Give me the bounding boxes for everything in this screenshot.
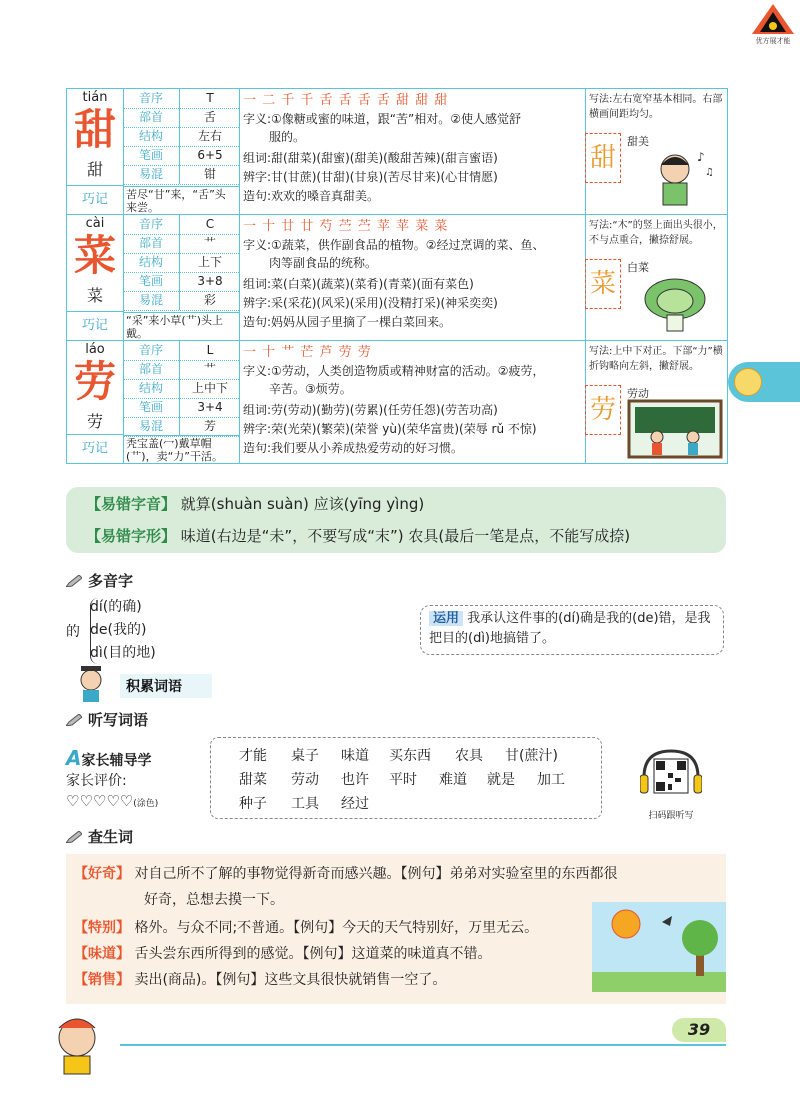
dictation-word: 买东西 (389, 748, 431, 764)
writing-tip: 写法:“木”的竖上面出头很小，不与点重合，撇捺舒展。 (589, 220, 723, 246)
dictation-section-title: 听写词语 (66, 709, 148, 730)
attr-row: 部首 舌 (123, 108, 239, 128)
common-errors-box (66, 487, 726, 553)
qiaoji-label: 巧记 (67, 311, 123, 340)
svg-text:♫: ♫ (705, 167, 714, 178)
pencil-icon (66, 831, 82, 843)
dictation-word: 难道 (439, 772, 467, 788)
sunny-sky-illustration (592, 902, 726, 992)
polyphone-list (90, 596, 156, 665)
dictation-word: 味道 (341, 748, 369, 764)
word-group: 组词:菜(白菜)(蔬菜)(菜肴)(青菜)(面有菜色) (243, 277, 474, 291)
dictation-word: 农具 (455, 748, 483, 764)
error-pronunciation-label: 【易错字音】 (86, 495, 177, 513)
attr-row: 音序 C (123, 215, 239, 235)
word-group: 组词:甜(甜菜)(甜蜜)(甜美)(酸甜苦辣)(甜言蜜语) (243, 151, 498, 165)
pic-label: 白菜 (627, 261, 649, 274)
dictation-word: 也许 (341, 772, 369, 788)
parent-eval-hearts[interactable]: ♡♡♡♡♡(涂色) (66, 792, 159, 810)
attr-row: 音序 L (123, 341, 239, 361)
char-big: 劳 (73, 357, 116, 406)
char-small: 菜 (86, 286, 103, 305)
pic-label: 劳动 (627, 387, 649, 400)
mascot-icon (44, 1010, 110, 1076)
meaning: 字义:①劳动，人类创造物质或精神财富的活动。②疲劳， (243, 364, 545, 378)
char-block-cai (67, 215, 727, 341)
sentence: 造句:妈妈从园子里摘了一棵白菜回来。 (243, 315, 452, 329)
vocab-entry: 【好奇】 对自己所不了解的事物觉得新奇而感兴趣。【例句】弟弟对实验室里的东西都很 (74, 866, 618, 882)
cabbage-illustration (627, 273, 723, 333)
dictation-word: 加工 (537, 772, 565, 788)
grid-char: 甜 (589, 143, 616, 173)
parent-guide-title: A家长辅导学 (66, 746, 152, 770)
qr-code-icon[interactable] (640, 747, 702, 809)
attr-row: 结构 左右 (123, 127, 239, 147)
side-tab (728, 362, 800, 402)
dictation-word: 平时 (389, 772, 417, 788)
polyphone-item: dì(目的地) (90, 645, 156, 661)
dictation-word: 工具 (291, 796, 319, 812)
character-table (66, 88, 728, 464)
dictation-word: 才能 (239, 748, 267, 764)
girl-singing-illustration (627, 147, 723, 207)
qiaoji-text: 苦尽“甘”来，“舌”头来尝。 (123, 186, 239, 214)
pic-label: 甜美 (627, 135, 649, 148)
dictation-word: 种子 (239, 796, 267, 812)
usage-text: 我承认这件事的(dí)确是我的(de)错，是我把目的(dì)地搞错了。 (429, 611, 711, 646)
qiaoji-text: 秃宝盖(冖)戴草帽(艹)，卖“力”干活。 (123, 435, 239, 463)
polyphone-item: dí(的确) (90, 599, 142, 615)
char-big: 菜 (73, 231, 116, 280)
logo-label: 优方展才能 (755, 37, 791, 45)
page-number: 39 (672, 1018, 726, 1042)
char-pinyin: láo (85, 342, 105, 357)
meaning: 字义:①像糖或蜜的味道，跟“苦”相对。②使人感觉舒 (243, 112, 521, 126)
writing-tip: 写法:左右宽窄基本相同。右部横画间距均匀。 (589, 94, 723, 120)
attr-row: 易混 芳 (123, 417, 239, 437)
dictation-words-box (210, 737, 602, 819)
pencil-icon (66, 714, 82, 726)
attr-row: 易混 钳 (123, 165, 239, 185)
footer-line (120, 1044, 726, 1046)
error-shape-text: 味道(右边是“未”，不要写成“末”) 农具(最后一笔是点，不能写成捺) (180, 527, 631, 545)
dictation-word: 就是 (487, 772, 515, 788)
qiaoji-text: “采”来小草(艹)头上戴。 (123, 312, 239, 340)
qiaoji-label: 巧记 (67, 185, 123, 214)
dictation-word: 桌子 (291, 748, 319, 764)
attr-row: 结构 上下 (123, 253, 239, 273)
accumulate-words-title: 积累词语 (120, 674, 212, 698)
meaning-cont: 服的。 (269, 130, 306, 144)
vocab-entry: 【味道】 舌头尝东西所得到的感觉。【例句】这道菜的味道真不错。 (74, 946, 492, 962)
attr-row: 笔画 3+4 (123, 398, 239, 418)
dictation-word: 甘(蔗汁) (505, 748, 558, 764)
char-small: 甜 (86, 160, 103, 179)
polyphone-section-title: 多音字 (66, 570, 133, 591)
word-group: 组词:劳(劳动)(勤劳)(劳累)(任劳任怨)(劳苦功高) (243, 403, 498, 417)
vocab-section-title: 查生词 (66, 826, 133, 847)
char-small: 劳 (86, 412, 103, 431)
parent-eval-label: 家长评价: (66, 773, 127, 789)
svg-text:♪: ♪ (697, 150, 705, 164)
vocab-entry: 【销售】 卖出(商品)。【例句】这些文具很快就销售一空了。 (74, 972, 447, 988)
char-block-lao (67, 341, 727, 463)
attr-row: 部首 艹 (123, 360, 239, 380)
vocab-entry: 【特别】 格外。与众不同;不普通。【例句】今天的天气特别好，万里无云。 (74, 920, 539, 936)
distinguish: 辨字:采(采花)(风采)(采用)(没精打采)(神采奕奕) (243, 296, 498, 310)
attr-row: 音序 T (123, 89, 239, 109)
attr-row: 笔画 3+8 (123, 272, 239, 292)
dictation-word: 劳动 (291, 772, 319, 788)
qiaoji-label: 巧记 (67, 434, 123, 463)
stroke-order: 一 十 廿 廿 芍 苎 苎 苹 苹 菜 菜 (243, 219, 449, 234)
char-pinyin: cài (85, 216, 105, 231)
char-pinyin: tián (82, 90, 108, 105)
usage-box (420, 605, 724, 655)
distinguish: 辨字:甘(甘蔗)(甘甜)(甘泉)(苦尽甘来)(心甘情愿) (243, 170, 498, 184)
char-big: 甜 (73, 105, 116, 154)
attr-row: 笔画 6+5 (123, 146, 239, 166)
attr-row: 结构 上中下 (123, 379, 239, 399)
distinguish: 辨字:荣(光荣)(繁荣)(荣誉 yù)(荣华富贵)(荣辱 rǔ 不惊) (243, 422, 537, 436)
grid-char: 劳 (589, 395, 616, 425)
dictation-word: 甜菜 (239, 772, 267, 788)
error-shape-label: 【易错字形】 (86, 527, 177, 545)
vocab-entry-cont: 好奇，总想去摸一下。 (144, 892, 284, 908)
stroke-order: 一 十 艹 芒 芦 劳 劳 (243, 345, 372, 360)
attr-row: 部首 艹 (123, 234, 239, 254)
sentence: 造句:我们要从小养成热爱劳动的好习惯。 (243, 441, 464, 455)
mascot-icon (68, 664, 114, 704)
a-logo-icon: A (66, 746, 82, 770)
polyphone-head: 的 (66, 624, 80, 640)
meaning: 字义:①蔬菜，供作副食品的植物。②经过烹调的菜、鱼、 (243, 238, 545, 252)
pencil-icon (66, 575, 82, 587)
stroke-order: 一 二 千 千 舌 舌 舌 舌 甜 甜 甜 (243, 93, 449, 108)
meaning-cont: 肉等副食品的统称。 (269, 256, 378, 270)
usage-tag: 运用 (429, 611, 463, 626)
char-block-tian (67, 89, 727, 215)
writing-tip: 写法:上中下对正。下部“力”横折钩略向左斜，撇舒展。 (589, 346, 723, 372)
attr-row: 易混 彩 (123, 291, 239, 311)
qr-label: 扫码跟听写 (648, 811, 694, 821)
kids-sweeping-illustration (627, 399, 723, 459)
dictation-word: 经过 (341, 796, 369, 812)
sentence: 造句:欢欢的嗓音真甜美。 (243, 189, 380, 203)
grid-char: 菜 (589, 269, 616, 299)
polyphone-item: de(我的) (90, 622, 147, 638)
vocab-box (66, 854, 726, 1004)
meaning-cont: 辛苦。③烦劳。 (269, 382, 352, 396)
error-pronunciation-text: 就算(shuàn suàn) 应该(yīng yìng) (180, 495, 425, 513)
cat-face-icon (734, 368, 762, 396)
